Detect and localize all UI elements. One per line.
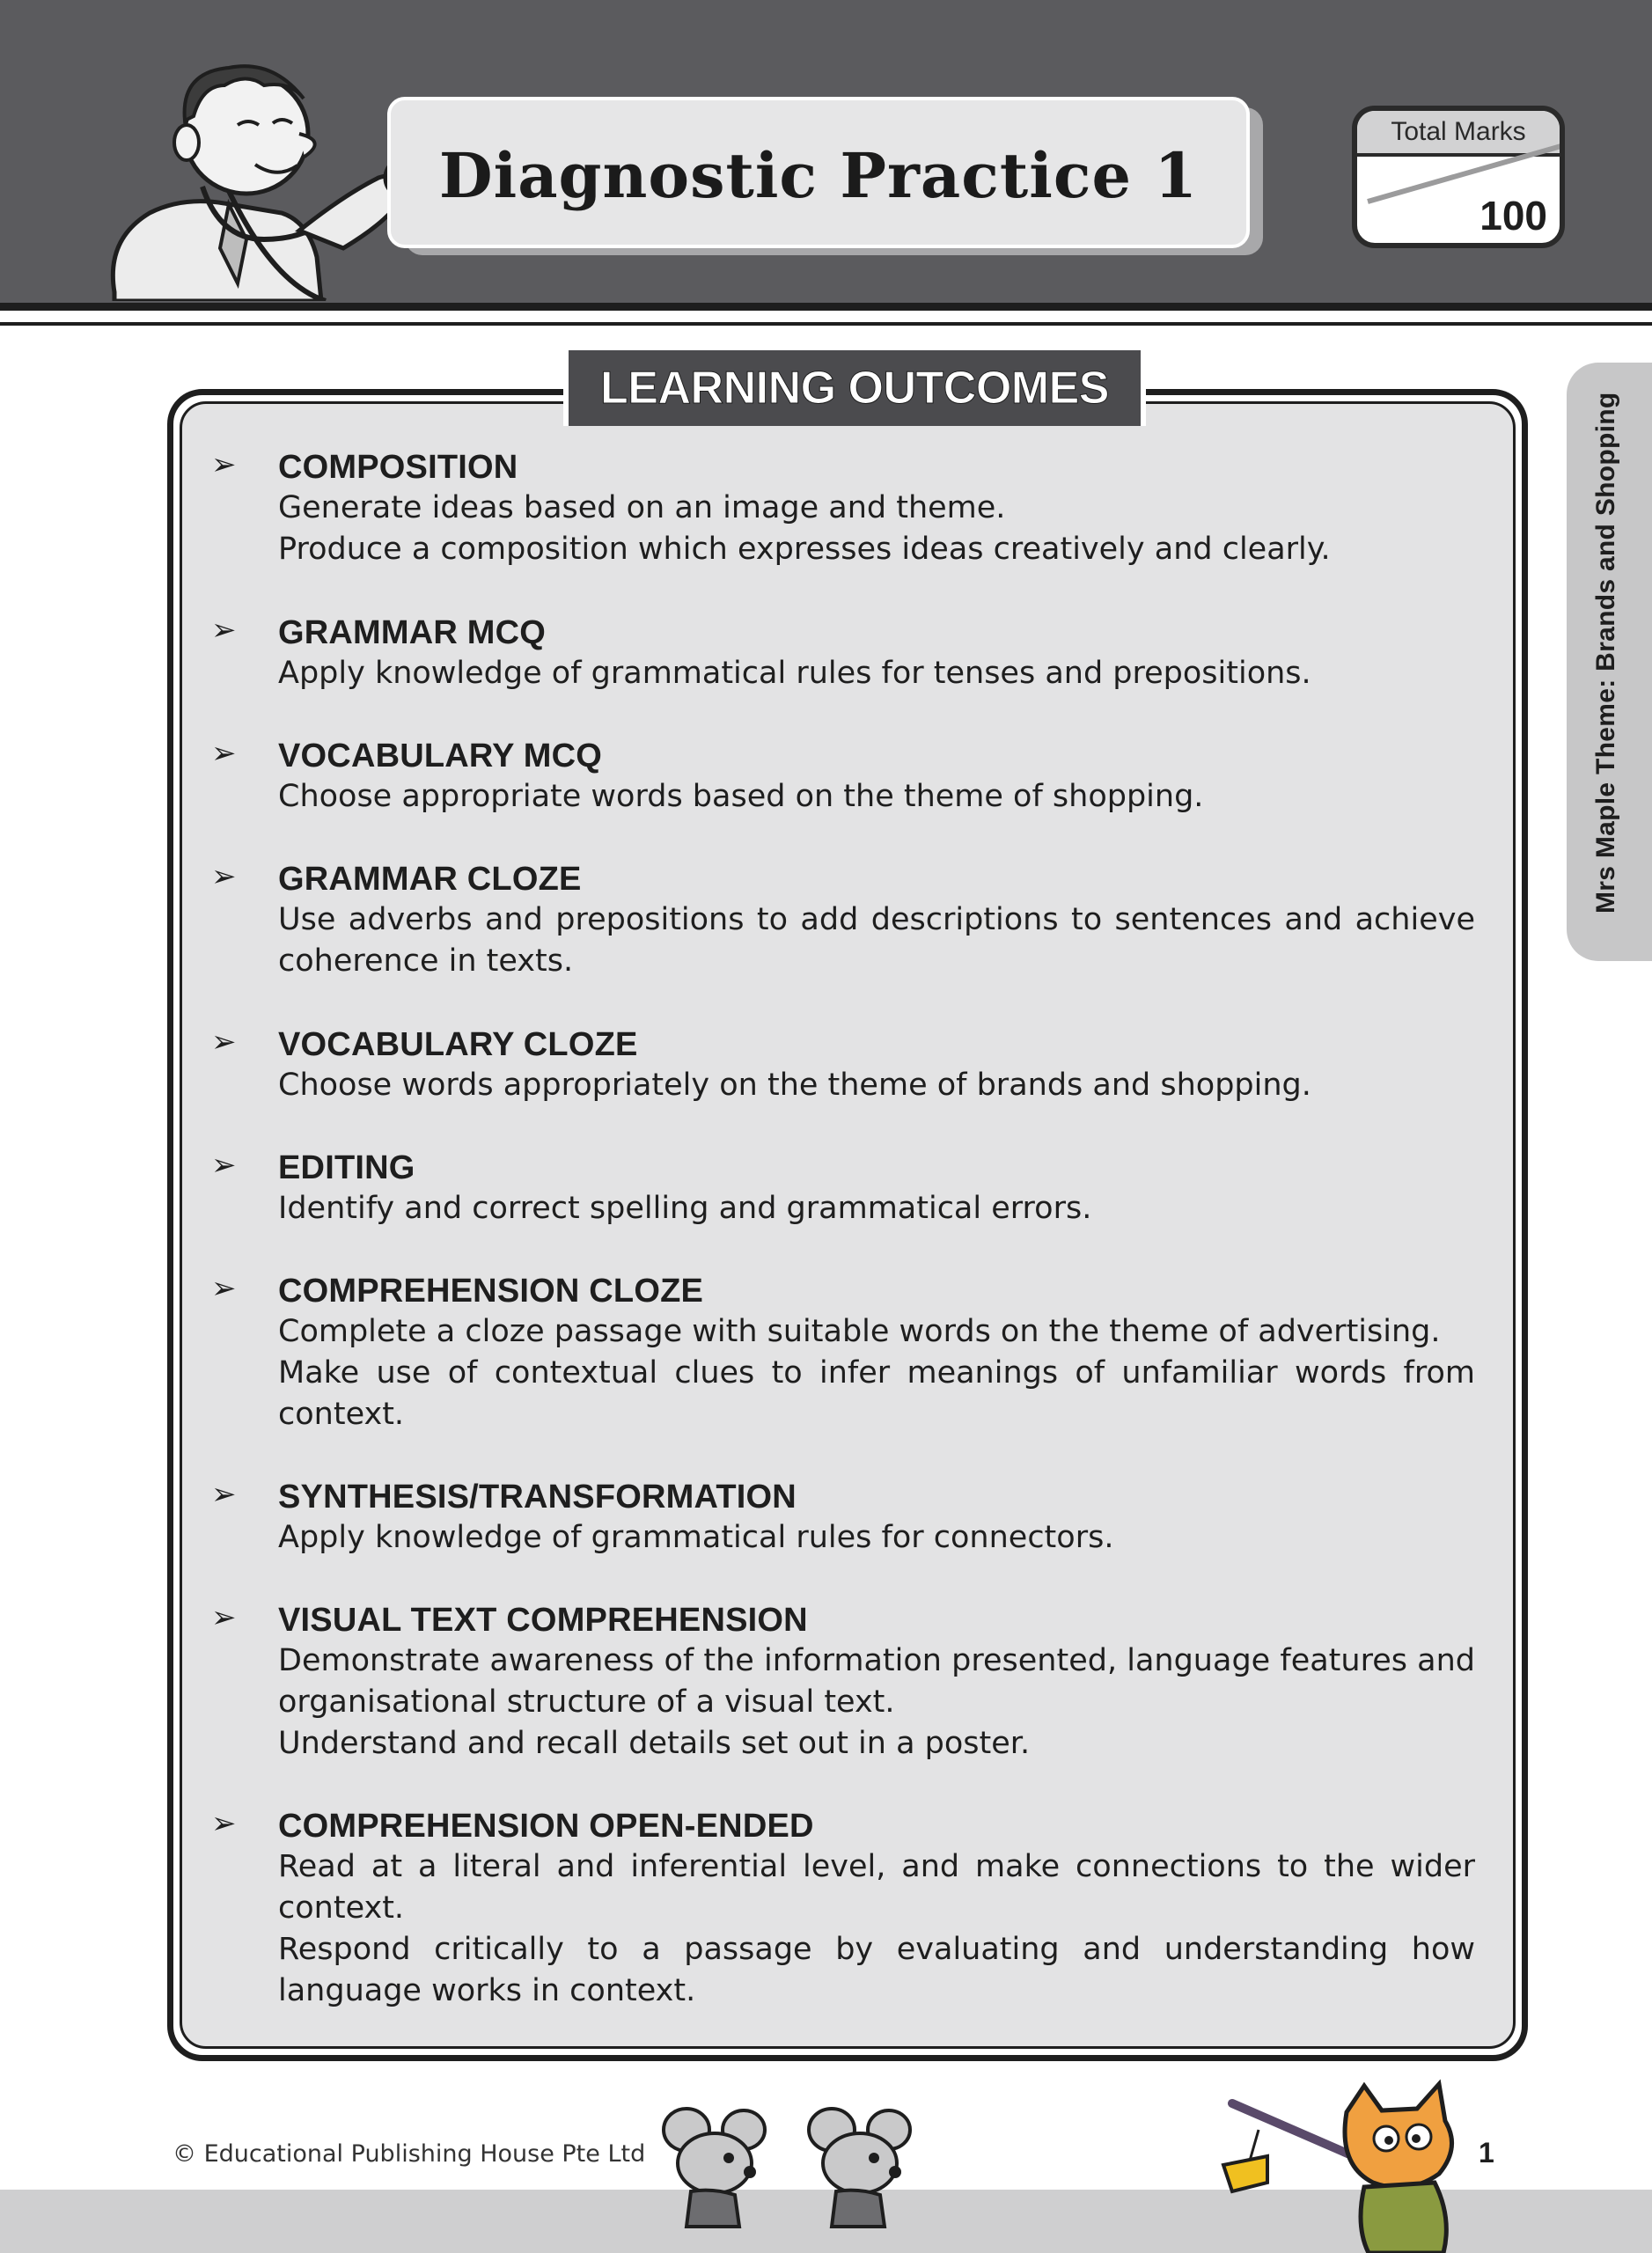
outcome-description — [278, 1846, 1475, 2012]
cat-illustration-icon — [1215, 2077, 1479, 2253]
outcome-title: VOCABULARY MCQ — [278, 738, 603, 774]
outcome-title: EDITING — [278, 1149, 415, 1186]
outcome-line: Choose words appropriately on the theme of brands and shopping. — [278, 1068, 1311, 1103]
title-plaque — [387, 97, 1250, 248]
outcomes-heading-box — [563, 350, 1146, 426]
outcome-description — [278, 899, 1475, 982]
arrow-bullet-icon: ➢ — [211, 736, 237, 771]
outcome-line: Apply knowledge of grammatical rules for tenses and prepositions. — [278, 656, 1311, 691]
outcome-line: Generate ideas based on an image and theme. — [278, 490, 1006, 525]
outcome-description — [278, 1188, 1475, 1229]
outcome-title: COMPOSITION — [278, 449, 518, 486]
outcome-line: Choose appropriate words based on the theme of shopping. — [278, 779, 1204, 814]
arrow-bullet-icon: ➢ — [211, 1600, 237, 1635]
total-marks-header — [1357, 111, 1560, 157]
outcomes-heading: LEARNING OUTCOMES — [600, 363, 1109, 414]
header-rule-thin — [0, 322, 1652, 326]
outcome-title: GRAMMAR MCQ — [278, 614, 547, 651]
outcome-description — [278, 653, 1475, 694]
arrow-bullet-icon: ➢ — [211, 1477, 237, 1512]
mouse-illustration-icon — [797, 2103, 937, 2235]
arrow-bullet-icon: ➢ — [211, 447, 237, 482]
total-marks-box — [1352, 106, 1565, 248]
page-title: Diagnostic Practice 1 — [438, 138, 1199, 212]
outcome-line: Produce a composition which expresses ideas creatively and clearly. — [278, 532, 1331, 567]
outcome-description — [278, 488, 1475, 570]
outcome-title: COMPREHENSION CLOZE — [278, 1273, 704, 1310]
outcome-description — [278, 1065, 1475, 1106]
outcome-line: Read at a literal and inferential level, and make connections to the wider context. — [278, 1849, 1475, 1926]
doctor-illustration-icon — [97, 37, 431, 301]
mouse-illustration-icon — [651, 2103, 792, 2235]
outcome-description — [278, 1311, 1475, 1435]
outcome-line: Use adverbs and prepositions to add descriptions to sentences and achieve coherence in texts. — [278, 902, 1475, 979]
arrow-bullet-icon: ➢ — [211, 859, 237, 894]
total-marks-value: 100 — [1479, 193, 1547, 239]
page-number: 1 — [1479, 2137, 1494, 2169]
outcome-line: Demonstrate awareness of the information presented, language features and organisational structure of a visual text. — [278, 1643, 1475, 1720]
arrow-bullet-icon: ➢ — [211, 1148, 237, 1183]
outcome-title: VOCABULARY CLOZE — [278, 1026, 638, 1063]
outcome-line: Complete a cloze passage with suitable words on the theme of advertising. — [278, 1314, 1441, 1349]
copyright-notice: © Educational Publishing House Pte Ltd — [173, 2140, 646, 2168]
arrow-bullet-icon: ➢ — [211, 1024, 237, 1060]
outcome-title: VISUAL TEXT COMPREHENSION — [278, 1602, 808, 1639]
outcome-line: Make use of contextual clues to infer meanings of unfamiliar words from context. — [278, 1355, 1475, 1432]
arrow-bullet-icon: ➢ — [211, 1271, 237, 1306]
outcome-description — [278, 1517, 1475, 1559]
outcome-title: GRAMMAR CLOZE — [278, 861, 582, 898]
header-rule — [0, 303, 1652, 311]
outcome-line: Respond critically to a passage by evaluating and understanding how language works in context. — [278, 1932, 1475, 2008]
total-marks-label: Total Marks — [1391, 117, 1526, 146]
arrow-bullet-icon: ➢ — [211, 1806, 237, 1841]
outcome-line: Identify and correct spelling and grammatical errors. — [278, 1191, 1092, 1226]
side-tab-label: Mrs Maple Theme: Brands and Shopping — [1591, 392, 1620, 914]
arrow-bullet-icon: ➢ — [211, 613, 237, 648]
outcome-title: COMPREHENSION OPEN-ENDED — [278, 1808, 814, 1845]
outcome-line: Apply knowledge of grammatical rules for connectors. — [278, 1520, 1114, 1555]
outcome-description — [278, 1640, 1475, 1765]
outcome-line: Understand and recall details set out in a poster. — [278, 1726, 1031, 1761]
outcome-description — [278, 776, 1475, 818]
outcome-title: SYNTHESIS/TRANSFORMATION — [278, 1479, 797, 1515]
